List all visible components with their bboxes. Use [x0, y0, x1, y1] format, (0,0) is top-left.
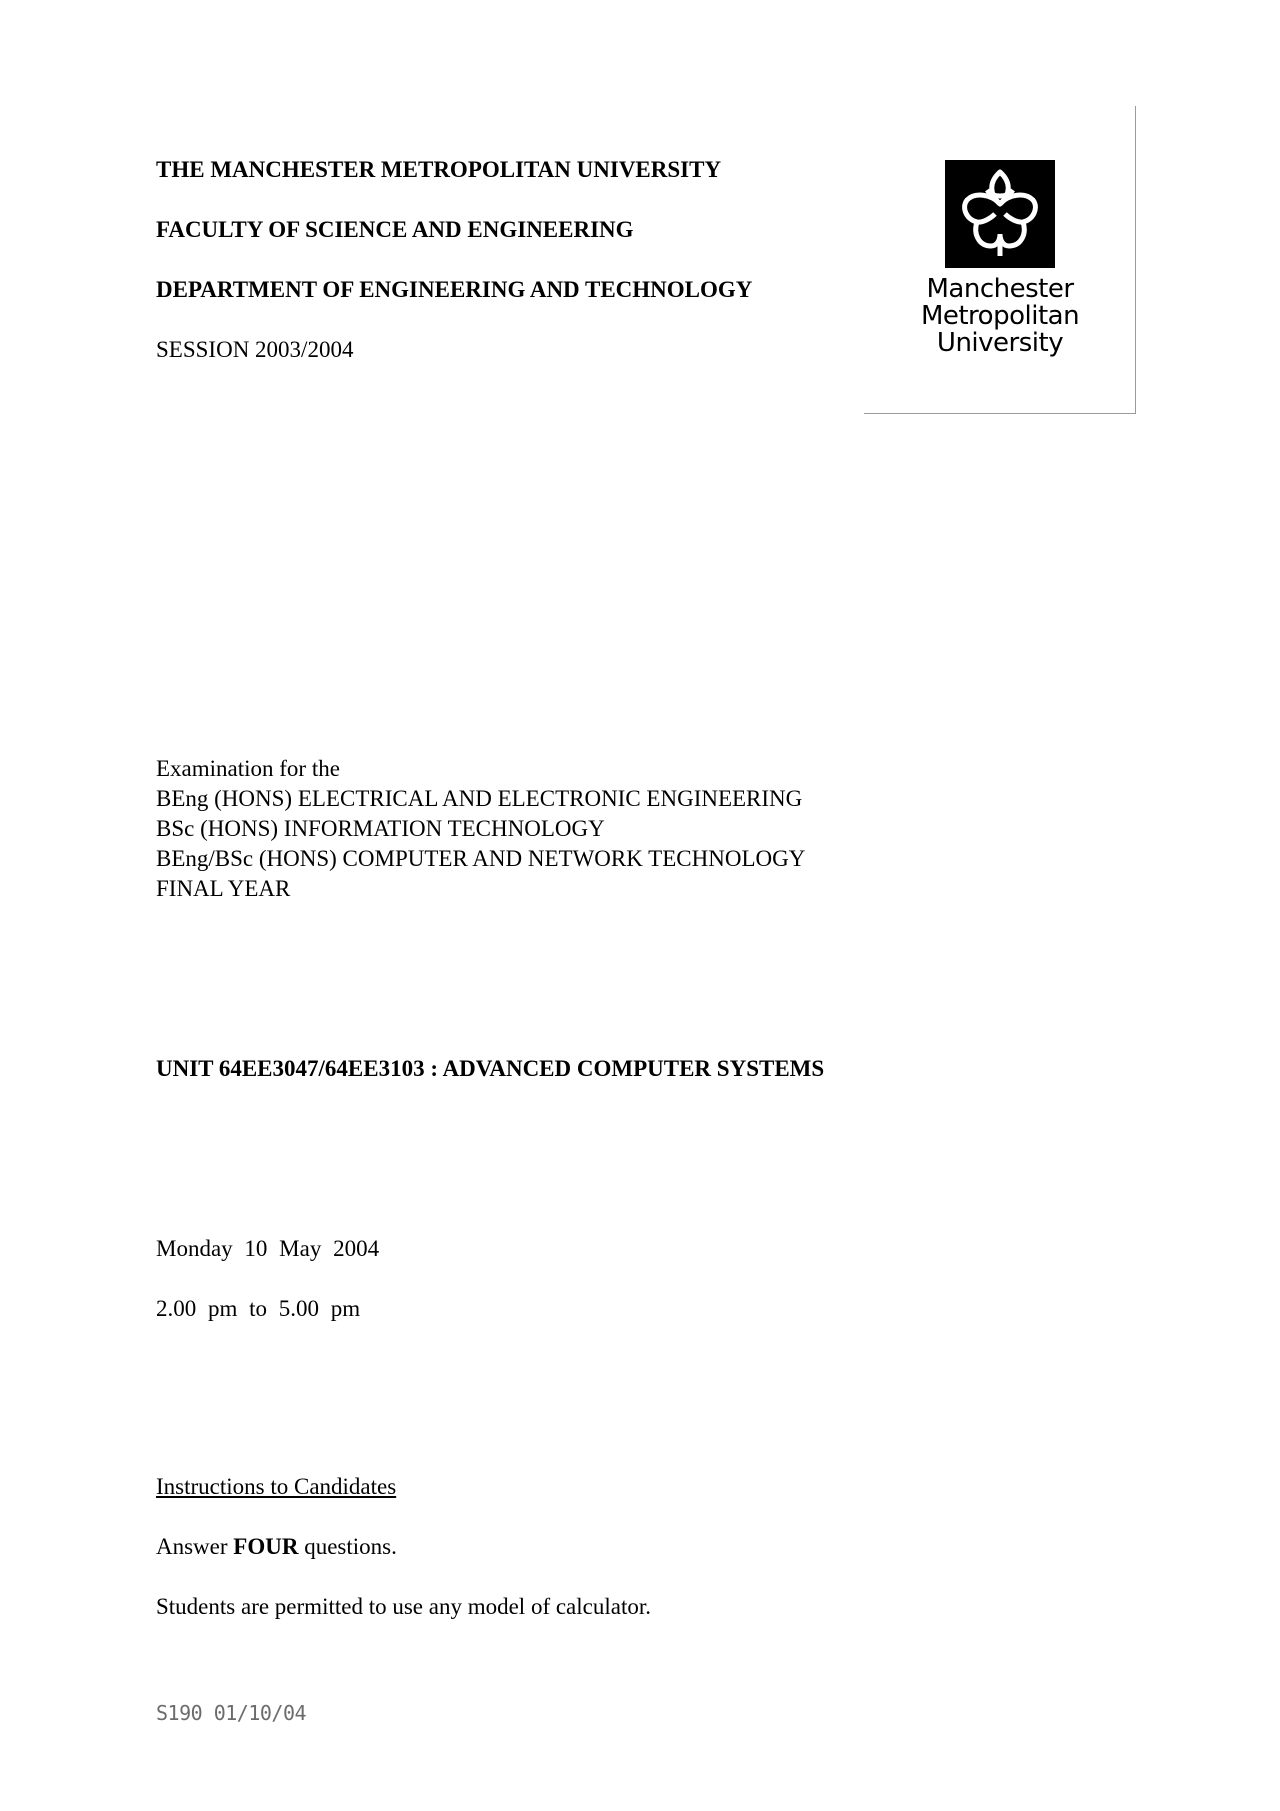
programme-line: FINAL YEAR	[156, 876, 291, 901]
exam-time: 2.00 pm to 5.00 pm	[156, 1296, 361, 1321]
trefoil-logo-icon	[945, 160, 1055, 268]
faculty-name: FACULTY OF SCIENCE AND ENGINEERING	[156, 217, 634, 242]
programme-line: BSc (HONS) INFORMATION TECHNOLOGY	[156, 816, 605, 841]
exam-date: Monday 10 May 2004	[156, 1236, 380, 1261]
programme-line: BEng/BSc (HONS) COMPUTER AND NETWORK TECHNOLOGY	[156, 846, 806, 871]
logo-wordmark	[864, 276, 1136, 357]
university-name: THE MANCHESTER METROPOLITAN UNIVERSITY	[156, 157, 722, 182]
programme-line: BEng (HONS) ELECTRICAL AND ELECTRONIC ENGINEERING	[156, 786, 803, 811]
answer-suffix: questions.	[298, 1534, 397, 1559]
logo-line-2: Metropolitan	[920, 301, 1080, 331]
examination-intro: Examination for the	[156, 756, 340, 781]
logo-line-3: University	[936, 328, 1064, 358]
answer-prefix: Answer	[156, 1534, 234, 1559]
instructions-heading: Instructions to Candidates	[156, 1474, 397, 1499]
department-name: DEPARTMENT OF ENGINEERING AND TECHNOLOGY	[156, 277, 753, 302]
logo-line-1: Manchester	[926, 274, 1074, 304]
answer-instruction	[156, 1532, 397, 1562]
session-label: SESSION 2003/2004	[156, 337, 354, 362]
document-code: S190 01/10/04	[156, 1701, 307, 1725]
unit-title: UNIT 64EE3047/64EE3103 : ADVANCED COMPUTER SYSTEMS	[156, 1056, 825, 1081]
answer-count: FOUR	[233, 1534, 299, 1559]
university-logo	[864, 106, 1136, 414]
calculator-instruction: Students are permitted to use any model of calculator.	[156, 1594, 651, 1619]
